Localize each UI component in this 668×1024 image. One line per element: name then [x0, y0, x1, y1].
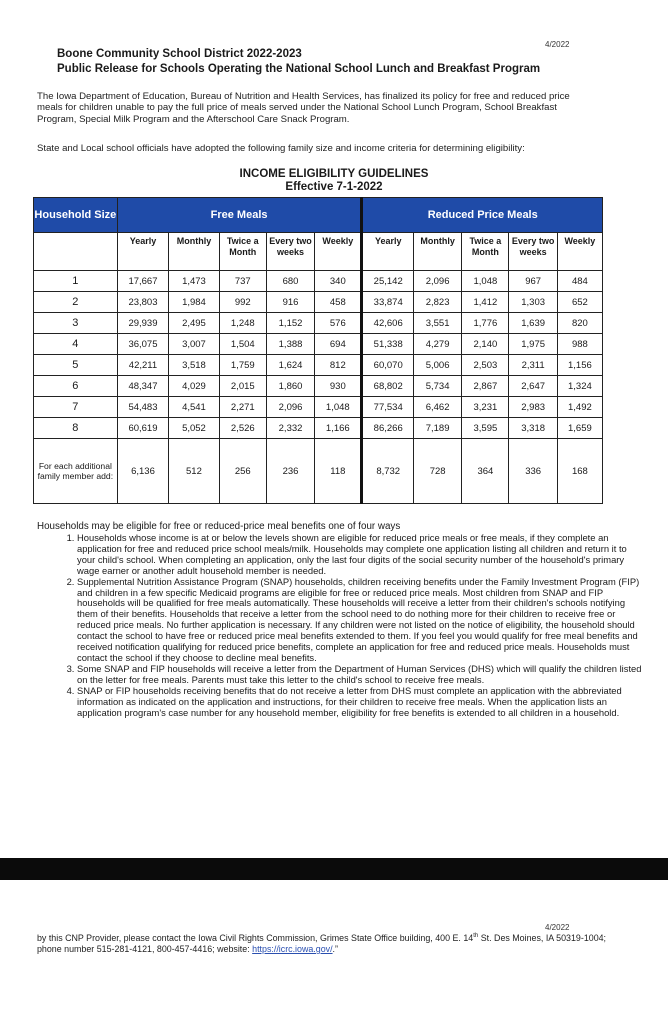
free-income-cell: 1,388 [266, 334, 314, 355]
free-income-cell: 17,667 [117, 271, 169, 292]
free-income-cell: 3,007 [169, 334, 219, 355]
free-income-cell: 1,048 [315, 397, 362, 418]
icrc-website-link[interactable]: https://icrc.iowa.gov/ [252, 943, 333, 954]
intro-paragraph: The Iowa Department of Education, Bureau of Nutrition and Health Services, has finalized its policy for free and reduced price meals for children unable to pay the full price of meals served under the National School Lunch Program, School Breakfast Program, Special Milk Program and the Afterschool Care Snack Program. [37, 91, 570, 125]
reduced-column-header: Every two weeks [509, 233, 557, 271]
document-title: Boone Community School District 2022-2023 [57, 48, 302, 60]
additional-member-label: For each additional family member add: [34, 439, 118, 504]
free-income-cell: 2,332 [266, 418, 314, 439]
reduced-income-cell: 2,647 [509, 376, 557, 397]
free-income-cell: 458 [315, 292, 362, 313]
reduced-income-cell: 728 [413, 439, 461, 504]
free-income-cell: 930 [315, 376, 362, 397]
free-income-cell: 1,759 [219, 355, 266, 376]
reduced-income-cell: 8,732 [362, 439, 414, 504]
income-eligibility-table [33, 197, 603, 504]
free-income-cell: 680 [266, 271, 314, 292]
free-income-cell: 1,473 [169, 271, 219, 292]
reduced-income-cell: 1,048 [462, 271, 509, 292]
free-column-header: Every two weeks [266, 233, 314, 271]
table-row [34, 334, 603, 355]
table-row [34, 418, 603, 439]
free-income-cell: 916 [266, 292, 314, 313]
reduced-income-cell: 3,595 [462, 418, 509, 439]
free-income-cell: 512 [169, 439, 219, 504]
reduced-income-cell: 1,412 [462, 292, 509, 313]
free-income-cell: 694 [315, 334, 362, 355]
reduced-income-cell: 1,492 [557, 397, 602, 418]
footer-text: by this CNP Provider, please contact the Iowa Civil Rights Commission, Grimes State Office building, 400 E. 14 [37, 932, 474, 943]
household-size-header: Household Size [34, 198, 118, 233]
free-income-cell: 6,136 [117, 439, 169, 504]
reduced-income-cell: 1,975 [509, 334, 557, 355]
free-income-cell: 1,248 [219, 313, 266, 334]
additional-member-row [34, 439, 603, 504]
reduced-income-cell: 51,338 [362, 334, 414, 355]
footer-text-end: .” [332, 943, 338, 954]
free-income-cell: 48,347 [117, 376, 169, 397]
table-row [34, 292, 603, 313]
free-income-cell: 340 [315, 271, 362, 292]
free-income-cell: 2,495 [169, 313, 219, 334]
free-income-cell: 4,029 [169, 376, 219, 397]
reduced-income-cell: 967 [509, 271, 557, 292]
reduced-income-cell: 4,279 [413, 334, 461, 355]
reduced-income-cell: 5,734 [413, 376, 461, 397]
table-row [34, 313, 603, 334]
free-column-header: Yearly [117, 233, 169, 271]
household-size-cell: 5 [34, 355, 118, 376]
free-income-cell: 992 [219, 292, 266, 313]
free-income-cell: 1,152 [266, 313, 314, 334]
reduced-income-cell: 1,639 [509, 313, 557, 334]
reduced-column-header: Monthly [413, 233, 461, 271]
free-column-header: Twice a Month [219, 233, 266, 271]
reduced-income-cell: 77,534 [362, 397, 414, 418]
table-row [34, 271, 603, 292]
reduced-income-cell: 3,231 [462, 397, 509, 418]
household-size-cell: 3 [34, 313, 118, 334]
free-income-cell: 1,984 [169, 292, 219, 313]
footer-text-middle: St. Des Moines, IA 50319-1004; phone number 515-281-4121, 800-457-4416; website: [37, 932, 607, 954]
table-row [34, 355, 603, 376]
list-item: 3. Some SNAP and FIP households will receive a letter from the Department of Human Services (DHS) which will qualify the children listed on the letter for free meals. Parents must take this letter to the child's school to receive free meals. [77, 664, 643, 686]
reduced-income-cell: 60,070 [362, 355, 414, 376]
free-income-cell: 2,096 [266, 397, 314, 418]
document-page-2 [0, 880, 668, 1024]
reduced-income-cell: 364 [462, 439, 509, 504]
reduced-income-cell: 1,303 [509, 292, 557, 313]
table-body [34, 271, 603, 504]
footer-paragraph [37, 931, 612, 955]
reduced-income-cell: 1,659 [557, 418, 602, 439]
reduced-meals-header: Reduced Price Meals [362, 198, 603, 233]
free-income-cell: 4,541 [169, 397, 219, 418]
reduced-income-cell: 820 [557, 313, 602, 334]
blank-header-cell [34, 233, 118, 271]
reduced-income-cell: 6,462 [413, 397, 461, 418]
household-size-cell: 6 [34, 376, 118, 397]
eligibility-list [37, 533, 643, 718]
reduced-income-cell: 336 [509, 439, 557, 504]
column-header-row [34, 233, 603, 271]
free-income-cell: 1,166 [315, 418, 362, 439]
reduced-income-cell: 86,266 [362, 418, 414, 439]
reduced-income-cell: 652 [557, 292, 602, 313]
reduced-income-cell: 2,983 [509, 397, 557, 418]
household-size-cell: 2 [34, 292, 118, 313]
officials-paragraph: State and Local school officials have adopted the following family size and income criteria for determining eligibility: [37, 143, 525, 154]
reduced-income-cell: 2,140 [462, 334, 509, 355]
guidelines-title: INCOME ELIGIBILITY GUIDELINES [239, 168, 429, 180]
reduced-income-cell: 1,776 [462, 313, 509, 334]
reduced-income-cell: 68,802 [362, 376, 414, 397]
free-income-cell: 2,271 [219, 397, 266, 418]
free-income-cell: 54,483 [117, 397, 169, 418]
reduced-income-cell: 5,006 [413, 355, 461, 376]
list-item: 2. Supplemental Nutrition Assistance Program (SNAP) households, children receiving benefits under the Family Investment Program (FIP) and children in a few specific Medicaid programs are eligible for free or reduced price meals. Most children from SNAP and FIP households will be qualified for free meals automatically. These households will receive a letter from their children's schools notifying them of their benefits. Households that receive a letter from the school need to do nothing more for their children to receive free or reduced price meals. No further application is necessary. If any children were not listed on the notice of eligibility, the household should contact the school to have free or reduced price meal benefits extended to them. If you feel you would qualify for free meal benefits and received notification qualifying for reduced price benefits, complete an application for free and reduced price meals. Households must contact the school if they choose to decline meal benefits. [77, 577, 643, 664]
reduced-income-cell: 1,324 [557, 376, 602, 397]
reduced-column-header: Twice a Month [462, 233, 509, 271]
list-item: 4. SNAP or FIP households receiving benefits that do not receive a letter from DHS must complete an application with the abbreviated information as indicated on the application and instructions, for their children to receive free meals. When the application lists an application program's case number for any household member, eligibility for free benefits is extended to all children in a household. [77, 686, 643, 719]
free-income-cell: 118 [315, 439, 362, 504]
reduced-income-cell: 988 [557, 334, 602, 355]
free-income-cell: 2,015 [219, 376, 266, 397]
free-income-cell: 23,803 [117, 292, 169, 313]
reduced-income-cell: 2,311 [509, 355, 557, 376]
household-size-cell: 4 [34, 334, 118, 355]
reduced-income-cell: 168 [557, 439, 602, 504]
free-meals-header: Free Meals [117, 198, 362, 233]
footer-date: 4/2022 [545, 923, 570, 932]
reduced-column-header: Yearly [362, 233, 414, 271]
eligibility-heading: Households may be eligible for free or reduced-price meal benefits one of four ways [37, 521, 401, 532]
free-income-cell: 60,619 [117, 418, 169, 439]
free-income-cell: 36,075 [117, 334, 169, 355]
reduced-income-cell: 2,096 [413, 271, 461, 292]
free-income-cell: 1,624 [266, 355, 314, 376]
free-income-cell: 256 [219, 439, 266, 504]
reduced-income-cell: 2,867 [462, 376, 509, 397]
table-row [34, 376, 603, 397]
household-size-cell: 1 [34, 271, 118, 292]
page-separator [0, 858, 668, 880]
footer-sup: th [473, 933, 479, 939]
reduced-income-cell: 3,318 [509, 418, 557, 439]
reduced-income-cell: 2,823 [413, 292, 461, 313]
free-income-cell: 42,211 [117, 355, 169, 376]
free-column-header: Weekly [315, 233, 362, 271]
household-size-cell: 8 [34, 418, 118, 439]
free-column-header: Monthly [169, 233, 219, 271]
free-income-cell: 576 [315, 313, 362, 334]
list-item: 1. Households whose income is at or below the levels shown are eligible for reduced price meals or free meals, if they complete an application for free and reduced price school meals/milk. Households may complete one application listing all children and return it to your child's school. When completing an application, only the last four digits of the social security number of the household's primary wage earner or another adult household member is needed. [77, 533, 643, 577]
document-date: 4/2022 [545, 40, 570, 49]
free-income-cell: 2,526 [219, 418, 266, 439]
reduced-income-cell: 7,189 [413, 418, 461, 439]
household-size-cell: 7 [34, 397, 118, 418]
guidelines-effective: Effective 7-1-2022 [285, 181, 383, 193]
reduced-income-cell: 42,606 [362, 313, 414, 334]
reduced-income-cell: 484 [557, 271, 602, 292]
free-income-cell: 29,939 [117, 313, 169, 334]
reduced-income-cell: 25,142 [362, 271, 414, 292]
free-income-cell: 1,860 [266, 376, 314, 397]
free-income-cell: 1,504 [219, 334, 266, 355]
reduced-income-cell: 1,156 [557, 355, 602, 376]
free-income-cell: 5,052 [169, 418, 219, 439]
free-income-cell: 236 [266, 439, 314, 504]
reduced-income-cell: 33,874 [362, 292, 414, 313]
free-income-cell: 3,518 [169, 355, 219, 376]
reduced-income-cell: 2,503 [462, 355, 509, 376]
reduced-income-cell: 3,551 [413, 313, 461, 334]
free-income-cell: 737 [219, 271, 266, 292]
document-subtitle: Public Release for Schools Operating the National School Lunch and Breakfast Program [57, 63, 541, 75]
free-income-cell: 812 [315, 355, 362, 376]
table-row [34, 397, 603, 418]
reduced-column-header: Weekly [557, 233, 602, 271]
